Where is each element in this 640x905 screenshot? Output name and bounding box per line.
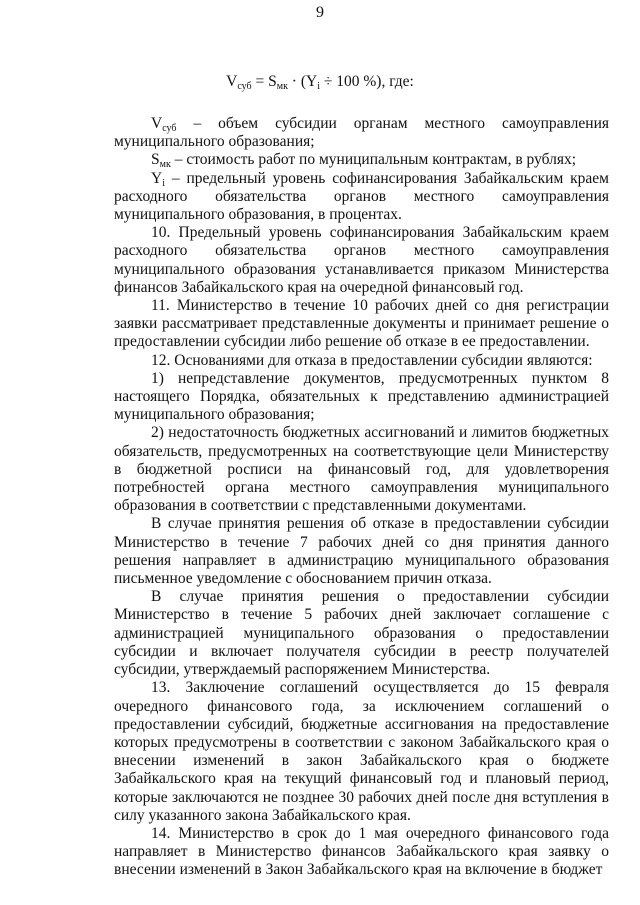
definition-s-mk — [114, 151, 609, 169]
paragraph-11: 11. Министерство в течение 10 рабочих дней со дня регистрации заявки рассматривает представленные документы и принимает решение о предоставлении субсидии либо решение об отказе в ее предоставлении. — [114, 297, 609, 351]
definition-symbol: S — [151, 151, 160, 169]
definition-subscript: мк — [159, 159, 171, 171]
paragraph-14: 14. Министерство в срок до 1 мая очередного финансового года направляет в Министерство финансов Забайкальского края заявку о внесении изменений в Закон Забайкальского края на включение в бюджет — [114, 824, 609, 879]
paragraph-13: 13. Заключение соглашений осуществляется до 15 февраля очередного финансового года, за исключением соглашений о предоставлении субсидий, бюджетные ассигнования на предоставление которых предусмотрены в соответствии с законом Забайкальского края о внесении изменений в закон Забайкальского края о бюджете Забайкальского края на текущий финансовый год и плановый период, которые заключаются не позднее 30 рабочих дней после дня вступления в силу указанного закона Забайкальского края. — [114, 679, 609, 824]
formula-tail: ÷ 100 %), где: — [319, 73, 414, 90]
formula-y-subscript: i — [317, 81, 320, 92]
list-item-2: 2) недостаточность бюджетных ассигнований и лимитов бюджетных обязательств, предусмотренных на соответствующие цели Министерству в бюджетной росписи на финансовый год, для удовлетворения потребностей органа местного самоуправления муниципального образования в соответствии с представленными документами. — [114, 424, 609, 515]
definition-text: – объем субсидии органам местного самоуправления муниципального образования; — [114, 115, 609, 151]
definition-symbol: V — [151, 115, 163, 132]
definition-v-sub — [114, 115, 609, 151]
list-item-1: 1) непредставление документов, предусмотренных пунктом 8 настоящего Порядка, обязательных к представлению администрацией муниципального образования; — [114, 369, 609, 424]
definition-y-i — [114, 170, 609, 225]
definition-subscript: суб — [162, 123, 177, 134]
paragraph-12: 12. Основаниями для отказа в предоставлении субсидии являются: — [151, 351, 593, 369]
page-number: 9 — [316, 4, 324, 21]
definition-symbol: Y — [151, 169, 163, 187]
paragraph-refusal: В случае принятия решения об отказе в предоставлении субсидии Министерство в течение 7 рабочих дней со дня принятия данного решения направляет в администрацию муниципального образования письменное уведомление с обоснованием причин отказа. — [114, 515, 609, 588]
formula — [0, 72, 640, 97]
formula-times-y: · (Y — [287, 73, 318, 90]
formula-v: V — [226, 73, 238, 90]
paragraph-approval: В случае принятия решения о предоставлении субсидии Министерство в течение 5 рабочих дней заключает соглашение с администрацией муниципального образования о предоставлении субсидии и включает получателя субсидии в реестр получателей субсидии, утверждаемый распоряжением Министерства. — [114, 588, 609, 679]
definition-text: – стоимость работ по муниципальным контрактам, в рублях; — [170, 151, 577, 169]
formula-s-subscript: мк — [276, 81, 288, 92]
definition-text: – предельный уровень софинансирования Забайкальским краем расходного обязательства органов местного самоуправления муниципального образования, в процентах. — [114, 169, 609, 224]
paragraph-10: 10. Предельный уровень софинансирования Забайкальским краем расходного обязательства органов местного самоуправления муниципального образования устанавливается приказом Министерства финансов Забайкальского края на очередной финансовый год. — [114, 224, 609, 296]
formula-v-subscript: суб — [237, 81, 252, 92]
definition-subscript: i — [162, 177, 165, 189]
document-body — [114, 115, 609, 880]
formula-equals-s: = S — [251, 73, 277, 90]
